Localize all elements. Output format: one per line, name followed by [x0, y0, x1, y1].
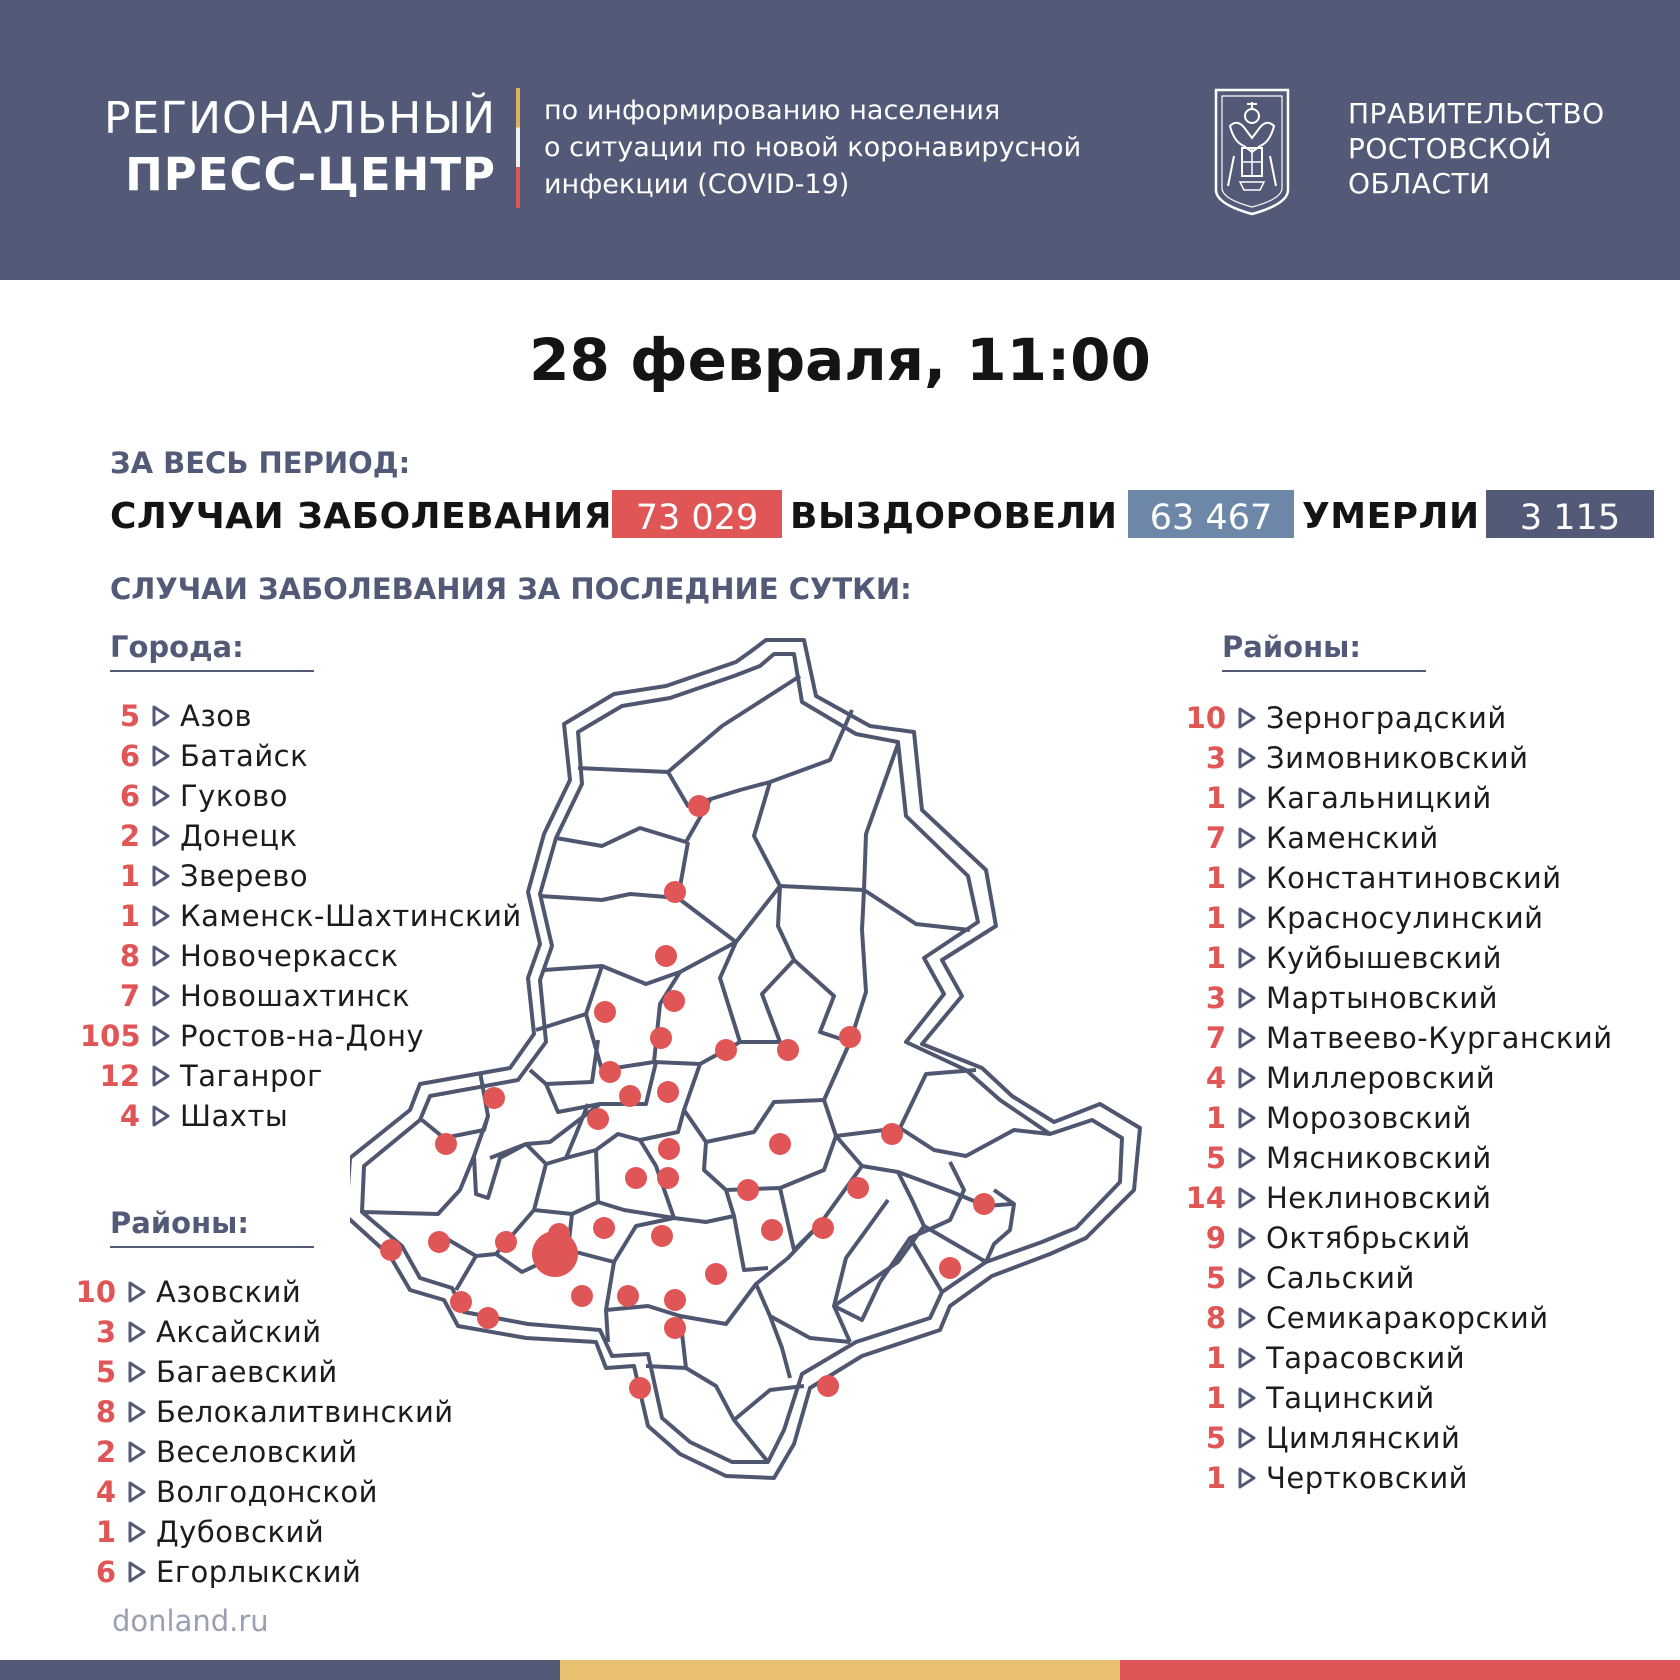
triangle-arrow-icon: [152, 1065, 170, 1087]
district-boundary: [720, 886, 794, 1042]
case-count: 2: [119, 819, 140, 853]
triangle-arrow-icon: [128, 1481, 146, 1503]
case-count: 4: [95, 1475, 116, 1509]
case-count: 1: [1205, 1341, 1226, 1375]
case-count: 8: [95, 1395, 116, 1429]
list-item: [1148, 1058, 1648, 1098]
period-label: ЗА ВЕСЬ ПЕРИОД:: [110, 446, 411, 480]
case-count: 8: [119, 939, 140, 973]
locality-name: Азов: [180, 699, 253, 733]
locality-name: Зимовниковский: [1266, 741, 1529, 775]
locality-name: Азовский: [156, 1275, 302, 1309]
case-count: 5: [95, 1355, 116, 1389]
list-item: [1148, 1458, 1648, 1498]
case-marker-dot: [664, 1317, 686, 1339]
district-boundary: [780, 744, 898, 890]
press-center-title-line1: РЕГИОНАЛЬНЫЙ: [104, 93, 496, 144]
case-marker-dot: [663, 990, 685, 1012]
case-count: 5: [1205, 1421, 1226, 1455]
triangle-arrow-icon: [128, 1281, 146, 1303]
district-boundary: [704, 1142, 734, 1216]
regional-coat-of-arms-icon: [1212, 86, 1292, 218]
list-item: [1148, 1098, 1648, 1138]
locality-name: Багаевский: [156, 1355, 338, 1389]
locality-name: Новошахтинск: [180, 979, 411, 1013]
list-item: [1148, 1218, 1648, 1258]
triangle-arrow-icon: [1238, 1147, 1256, 1169]
triangle-arrow-icon: [152, 1105, 170, 1127]
case-count: 7: [1205, 1021, 1226, 1055]
locality-name: Белокалитвинский: [156, 1395, 454, 1429]
district-boundary: [474, 1072, 546, 1198]
case-count: 14: [1185, 1181, 1226, 1215]
case-count: 4: [1205, 1061, 1226, 1095]
list-item: [1148, 1298, 1648, 1338]
district-boundary: [540, 894, 678, 900]
district-boundary: [362, 1156, 474, 1214]
case-count: 5: [1205, 1261, 1226, 1295]
locality-name: Таганрог: [180, 1059, 323, 1093]
list-item: [1148, 1258, 1648, 1298]
case-count: 1: [119, 859, 140, 893]
case-marker-dot: [737, 1179, 759, 1201]
case-marker-dot: [593, 1217, 615, 1239]
case-marker-dot: [705, 1263, 727, 1285]
list-item: [1148, 978, 1648, 1018]
header-description-line: по информированию населения: [544, 95, 1001, 126]
triangle-arrow-icon: [152, 825, 170, 847]
case-count: 6: [119, 739, 140, 773]
case-marker-dot: [881, 1123, 903, 1145]
case-marker-dot: [657, 1167, 679, 1189]
case-marker-dot: [847, 1177, 869, 1199]
report-date: 28 февраля, 11:00: [529, 326, 1151, 394]
district-boundary: [794, 890, 866, 1042]
case-count: 3: [1205, 981, 1226, 1015]
list-item: [1148, 1418, 1648, 1458]
district-boundary: [834, 1200, 924, 1306]
header-description-line: о ситуации по новой коронавирусной: [544, 132, 1082, 163]
list-item: [1148, 938, 1648, 978]
case-marker-dot: [812, 1217, 834, 1239]
triangle-arrow-icon: [1238, 907, 1256, 929]
region-outer-border: [350, 640, 1140, 1478]
case-count: 12: [99, 1059, 140, 1093]
case-marker-dot: [657, 1081, 679, 1103]
districts-right-list: [1148, 698, 1648, 1498]
triangle-arrow-icon: [152, 945, 170, 967]
triangle-arrow-icon: [1238, 1387, 1256, 1409]
case-marker-dot: [777, 1039, 799, 1061]
case-count: 3: [95, 1315, 116, 1349]
list-item: [1148, 738, 1648, 778]
locality-name: Мартыновский: [1266, 981, 1498, 1015]
case-marker-dot: [483, 1087, 505, 1109]
list-item: [56, 1552, 516, 1592]
case-count: 8: [1205, 1301, 1226, 1335]
district-boundary: [442, 1236, 496, 1256]
case-marker-dot: [715, 1039, 737, 1061]
case-count: 1: [1205, 1101, 1226, 1135]
locality-name: Шахты: [180, 1099, 289, 1133]
government-name-line: ОБЛАСТИ: [1348, 167, 1491, 200]
case-marker-dot: [658, 1138, 680, 1160]
triangle-arrow-icon: [1238, 1427, 1256, 1449]
list-item: [1148, 1178, 1648, 1218]
locality-name: Егорлыкский: [156, 1555, 362, 1589]
footer-stripe-yellow: [560, 1660, 1120, 1680]
case-count: 6: [95, 1555, 116, 1589]
triangle-arrow-icon: [1238, 1027, 1256, 1049]
locality-name: Матвеево-Курганский: [1266, 1021, 1613, 1055]
list-item: [1148, 1378, 1648, 1418]
footer-site-link[interactable]: donland.ru: [112, 1604, 269, 1638]
triangle-arrow-icon: [1238, 747, 1256, 769]
locality-name: Веселовский: [156, 1435, 358, 1469]
district-boundary: [668, 710, 852, 806]
case-count: 6: [119, 779, 140, 813]
case-count: 1: [1205, 941, 1226, 975]
case-count: 1: [1205, 781, 1226, 815]
totals-row: [0, 490, 1680, 540]
triangle-arrow-icon: [1238, 1107, 1256, 1129]
cases-value: 73 029: [612, 490, 782, 538]
case-count: 7: [119, 979, 140, 1013]
triangle-arrow-icon: [1238, 1227, 1256, 1249]
locality-name: Цимлянский: [1266, 1421, 1461, 1455]
triangle-arrow-icon: [1238, 1347, 1256, 1369]
locality-name: Тарасовский: [1266, 1341, 1466, 1375]
triangle-arrow-icon: [128, 1321, 146, 1343]
case-count: 1: [1205, 861, 1226, 895]
locality-name: Зерноградский: [1266, 701, 1507, 735]
districts-left-heading: Районы:: [110, 1206, 314, 1248]
district-boundary: [864, 890, 970, 930]
case-marker-dot: [594, 1001, 616, 1023]
header-description: [544, 92, 1081, 203]
locality-name: Батайск: [180, 739, 309, 773]
list-item: [1148, 698, 1648, 738]
case-count: 1: [1205, 1381, 1226, 1415]
locality-name: Сальский: [1266, 1261, 1415, 1295]
list-item: [1148, 778, 1648, 818]
list-item: [1148, 818, 1648, 858]
triangle-arrow-icon: [128, 1441, 146, 1463]
case-marker-dot: [571, 1285, 593, 1307]
triangle-arrow-icon: [1238, 787, 1256, 809]
case-count: 5: [119, 699, 140, 733]
case-count: 2: [95, 1435, 116, 1469]
locality-name: Ростов-на-Дону: [180, 1019, 425, 1053]
locality-name: Донецк: [180, 819, 298, 853]
case-marker-dot: [619, 1085, 641, 1107]
case-count: 1: [1205, 901, 1226, 935]
case-marker-dot: [761, 1219, 783, 1241]
list-item: [1148, 1138, 1648, 1178]
case-count: 1: [1205, 1461, 1226, 1495]
triangle-arrow-icon: [128, 1361, 146, 1383]
case-marker-dot: [973, 1193, 995, 1215]
triangle-arrow-icon: [128, 1561, 146, 1583]
press-center-title-line2: ПРЕСС-ЦЕНТР: [125, 148, 496, 201]
triangle-arrow-icon: [152, 1025, 170, 1047]
government-name: [1348, 96, 1605, 201]
locality-name: Мясниковский: [1266, 1141, 1492, 1175]
case-count: 105: [80, 1019, 141, 1053]
header-divider: [516, 88, 520, 208]
triangle-arrow-icon: [1238, 1187, 1256, 1209]
triangle-arrow-icon: [152, 985, 170, 1007]
district-boundary: [544, 942, 736, 984]
case-marker-dot: [664, 1289, 686, 1311]
case-marker-dot: [435, 1133, 457, 1155]
locality-name: Каменский: [1266, 821, 1439, 855]
triangle-arrow-icon: [1238, 987, 1256, 1009]
district-boundary: [680, 1316, 768, 1462]
case-marker-dot: [769, 1133, 791, 1155]
case-count: 9: [1205, 1221, 1226, 1255]
triangle-arrow-icon: [152, 785, 170, 807]
locality-name: Морозовский: [1266, 1101, 1472, 1135]
case-marker-dot: [428, 1231, 450, 1253]
cities-heading: Города:: [110, 630, 314, 672]
district-boundary: [422, 1116, 488, 1138]
case-count: 10: [75, 1275, 116, 1309]
case-marker-dot: [617, 1285, 639, 1307]
locality-name: Чертковский: [1266, 1461, 1469, 1495]
triangle-arrow-icon: [1238, 1467, 1256, 1489]
locality-name: Кагальницкий: [1266, 781, 1492, 815]
locality-name: Красносулинский: [1266, 901, 1544, 935]
district-boundary: [910, 1238, 942, 1292]
triangle-arrow-icon: [152, 705, 170, 727]
triangle-arrow-icon: [128, 1521, 146, 1543]
triangle-arrow-icon: [1238, 947, 1256, 969]
last-day-label: СЛУЧАИ ЗАБОЛЕВАНИЯ ЗА ПОСЛЕДНИЕ СУТКИ:: [110, 572, 912, 606]
cases-label: СЛУЧАИ ЗАБОЛЕВАНИЯ: [110, 496, 612, 537]
case-count: 7: [1205, 821, 1226, 855]
region-inner-border: [362, 654, 1122, 1462]
districts-right-heading: Районы:: [1222, 630, 1426, 672]
case-marker-dot: [688, 795, 710, 817]
locality-name: Гуково: [180, 779, 288, 813]
district-boundary: [674, 1216, 768, 1270]
district-boundary: [900, 1128, 1050, 1156]
footer-stripe-blue: [0, 1660, 560, 1680]
case-marker-dot: [587, 1108, 609, 1130]
case-marker-dot: [629, 1377, 651, 1399]
triangle-arrow-icon: [1238, 827, 1256, 849]
header-description-line: инфекции (COVID-19): [544, 169, 850, 200]
recovered-value: 63 467: [1128, 490, 1294, 538]
rostov-region-map: [350, 630, 1200, 1520]
case-marker-dot: [939, 1257, 961, 1279]
triangle-arrow-icon: [1238, 1307, 1256, 1329]
case-marker-dot: [839, 1026, 861, 1048]
government-name-line: РОСТОВСКОЙ: [1348, 132, 1553, 165]
locality-name: Новочеркасск: [180, 939, 399, 973]
district-boundary: [456, 1256, 476, 1290]
deaths-label: УМЕРЛИ: [1302, 496, 1480, 537]
case-count: 5: [1205, 1141, 1226, 1175]
district-boundary: [824, 1070, 976, 1136]
case-marker-dot: [477, 1307, 499, 1329]
case-marker-dot: [817, 1375, 839, 1397]
list-item: [1148, 1018, 1648, 1058]
case-count: 1: [119, 899, 140, 933]
government-name-line: ПРАВИТЕЛЬСТВО: [1348, 97, 1605, 130]
locality-name: Неклиновский: [1266, 1181, 1492, 1215]
case-marker-dot: [380, 1239, 402, 1261]
district-boundary: [496, 1104, 588, 1254]
recovered-label: ВЫЗДОРОВЕЛИ: [790, 496, 1118, 537]
triangle-arrow-icon: [1238, 1267, 1256, 1289]
locality-name: Константиновский: [1266, 861, 1562, 895]
triangle-arrow-icon: [1238, 1067, 1256, 1089]
locality-name: Тацинский: [1266, 1381, 1435, 1415]
triangle-arrow-icon: [1238, 707, 1256, 729]
district-boundary: [898, 1172, 986, 1262]
district-boundary: [780, 1188, 820, 1250]
triangle-arrow-icon: [1238, 867, 1256, 889]
header-banner: [0, 0, 1680, 280]
case-count: 10: [1185, 701, 1226, 735]
case-marker-dot: [495, 1231, 517, 1253]
triangle-arrow-icon: [152, 745, 170, 767]
deaths-value: 3 115: [1486, 490, 1654, 538]
locality-name: Зверево: [180, 859, 309, 893]
locality-name: Куйбышевский: [1266, 941, 1503, 975]
case-marker-dot: [650, 1027, 672, 1049]
case-marker-dot: [651, 1225, 673, 1247]
locality-name: Семикаракорский: [1266, 1301, 1549, 1335]
case-marker-dot: [599, 1061, 621, 1083]
triangle-arrow-icon: [152, 865, 170, 887]
case-marker-dot: [450, 1291, 472, 1313]
list-item: [1148, 898, 1648, 938]
list-item: [1148, 1338, 1648, 1378]
footer-stripe-red: [1120, 1660, 1680, 1680]
rostov-on-don-marker: [532, 1231, 578, 1277]
locality-name: Октябрьский: [1266, 1221, 1471, 1255]
locality-name: Каменск-Шахтинский: [180, 899, 522, 933]
triangle-arrow-icon: [128, 1401, 146, 1423]
list-item: [1148, 858, 1648, 898]
triangle-arrow-icon: [152, 905, 170, 927]
case-count: 1: [95, 1515, 116, 1549]
locality-name: Миллеровский: [1266, 1061, 1496, 1095]
case-count: 4: [119, 1099, 140, 1133]
case-count: 3: [1205, 741, 1226, 775]
locality-name: Аксайский: [156, 1315, 322, 1349]
case-marker-dot: [625, 1167, 647, 1189]
case-marker-dot: [655, 945, 677, 967]
locality-name: Волгодонской: [156, 1475, 378, 1509]
district-boundary: [646, 1366, 686, 1368]
case-marker-dot: [664, 881, 686, 903]
locality-name: Дубовский: [156, 1515, 325, 1549]
